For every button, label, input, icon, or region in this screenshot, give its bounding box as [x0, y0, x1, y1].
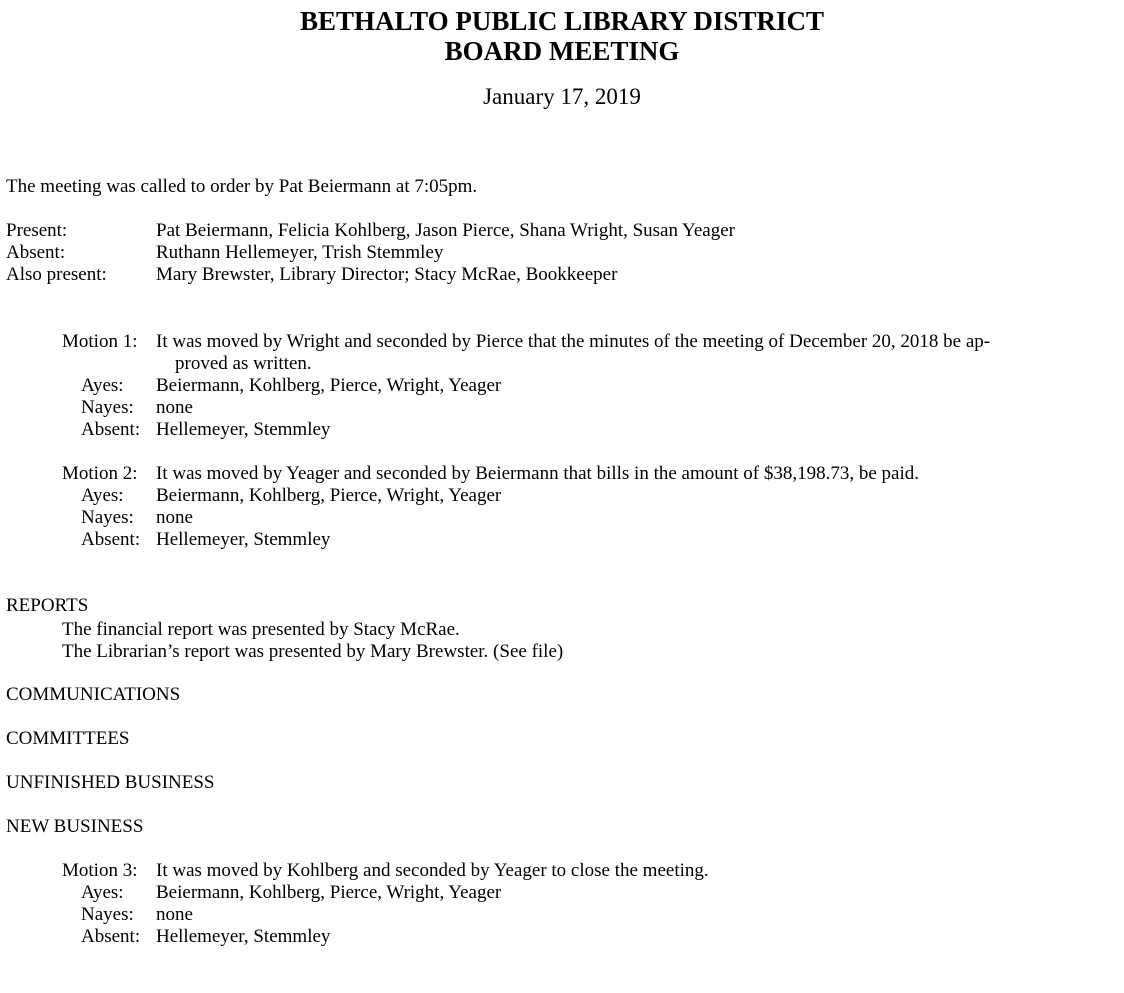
document-title: BETHALTO PUBLIC LIBRARY DISTRICT — [300, 6, 824, 36]
ayes-list: Beiermann, Kohlberg, Pierce, Wright, Yeager — [156, 485, 502, 506]
nayes-label: Nayes: — [81, 397, 134, 418]
ayes-label: Ayes: — [81, 882, 124, 903]
also-present-list: Mary Brewster, Library Director; Stacy McRae, Bookkeeper — [156, 264, 618, 285]
communications-heading: COMMUNICATIONS — [6, 684, 181, 705]
reports-heading: REPORTS — [6, 595, 89, 616]
also-present-label: Also present: — [6, 264, 107, 285]
motion-text-continued: proved as written. — [175, 353, 312, 374]
unfinished-business-heading: UNFINISHED BUSINESS — [6, 772, 215, 793]
document-subtitle: BOARD MEETING — [444, 36, 680, 66]
new-business-heading: NEW BUSINESS — [6, 816, 144, 837]
present-list: Pat Beiermann, Felicia Kohlberg, Jason Pierce, Shana Wright, Susan Yeager — [156, 220, 735, 241]
meeting-date: January 17, 2019 — [483, 84, 641, 109]
report-item: The financial report was presented by Stacy McRae. — [62, 619, 460, 640]
nayes-list: none — [156, 507, 193, 528]
absent-vote-list: Hellemeyer, Stemmley — [156, 529, 331, 550]
motion-text: It was moved by Wright and seconded by Pierce that the minutes of the meeting of December 20, 2018 be ap- — [156, 331, 991, 352]
nayes-label: Nayes: — [81, 904, 134, 925]
present-label: Present: — [6, 220, 68, 241]
committees-heading: COMMITTEES — [6, 728, 130, 749]
motion-label: Motion 1: — [62, 331, 138, 352]
nayes-list: none — [156, 904, 193, 925]
motion-label: Motion 3: — [62, 860, 138, 881]
motion-text: It was moved by Yeager and seconded by Beiermann that bills in the amount of $38,198.73, be paid. — [156, 463, 920, 484]
ayes-list: Beiermann, Kohlberg, Pierce, Wright, Yeager — [156, 882, 502, 903]
absent-vote-list: Hellemeyer, Stemmley — [156, 419, 331, 440]
call-to-order: The meeting was called to order by Pat Beiermann at 7:05pm. — [6, 176, 478, 197]
ayes-list: Beiermann, Kohlberg, Pierce, Wright, Yeager — [156, 375, 502, 396]
nayes-label: Nayes: — [81, 507, 134, 528]
absent-list: Ruthann Hellemeyer, Trish Stemmley — [156, 242, 444, 263]
report-item: The Librarian’s report was presented by Mary Brewster. (See file) — [62, 641, 564, 662]
motion-text: It was moved by Kohlberg and seconded by Yeager to close the meeting. — [156, 860, 709, 881]
motion-label: Motion 2: — [62, 463, 138, 484]
absent-vote-label: Absent: — [81, 419, 141, 440]
nayes-list: none — [156, 397, 193, 418]
ayes-label: Ayes: — [81, 485, 124, 506]
absent-vote-list: Hellemeyer, Stemmley — [156, 926, 331, 947]
ayes-label: Ayes: — [81, 375, 124, 396]
absent-vote-label: Absent: — [81, 529, 141, 550]
absent-label: Absent: — [6, 242, 66, 263]
absent-vote-label: Absent: — [81, 926, 141, 947]
